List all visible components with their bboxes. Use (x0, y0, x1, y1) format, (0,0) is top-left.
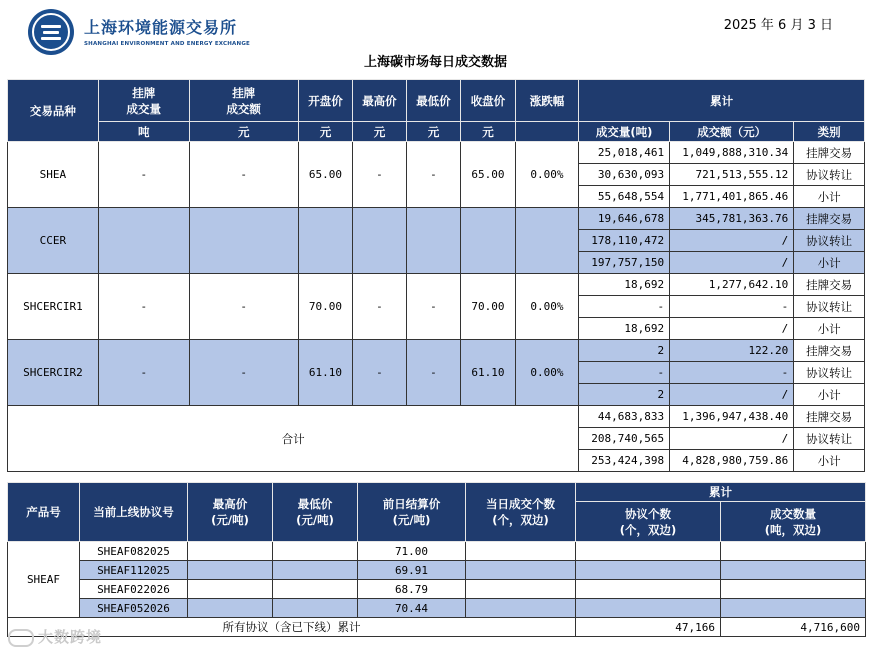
product-name: CCER (8, 208, 99, 274)
org-name-en: SHANGHAI ENVIRONMENT AND ENERGY EXCHANGE (84, 41, 250, 47)
cum-volume: 208,740,565 (579, 428, 670, 450)
col-cum-amount: 成交额（元） (670, 122, 794, 142)
category: 挂牌交易 (794, 142, 865, 164)
close-price: 61.10 (461, 340, 516, 406)
unit-listed-volume: 吨 (98, 122, 189, 142)
cum-volume: 19,646,678 (579, 208, 670, 230)
high-price (188, 580, 273, 599)
cum-amount: 1,396,947,438.40 (670, 406, 794, 428)
cum-volume: 253,424,398 (579, 450, 670, 472)
category: 挂牌交易 (794, 274, 865, 296)
watermark (8, 626, 102, 647)
watermark-icon (8, 629, 34, 647)
open-price: 61.10 (298, 340, 353, 406)
col-change: 涨跌幅 (515, 80, 579, 122)
high-price (353, 208, 406, 274)
category: 挂牌交易 (794, 406, 865, 428)
listed-volume (98, 208, 189, 274)
listed-volume: - (98, 340, 189, 406)
cum-volume: 2 (579, 384, 670, 406)
unit-high: 元 (353, 122, 406, 142)
day-count (466, 599, 576, 618)
category: 协议转让 (794, 230, 865, 252)
listed-amount: - (189, 274, 298, 340)
low-price: - (406, 274, 461, 340)
listed-volume: - (98, 142, 189, 208)
prev-settle-price: 70.44 (358, 599, 466, 618)
cum-volume: 197,757,150 (579, 252, 670, 274)
contract-code: SHEAF022026 (80, 580, 188, 599)
prev-settle-price: 71.00 (358, 542, 466, 561)
report-title: 上海碳市场每日成交数据 (363, 55, 507, 70)
cum-volume: 2 (579, 340, 670, 362)
table-row (8, 274, 865, 296)
listed-amount: - (189, 142, 298, 208)
product-name: SHCERCIR2 (8, 340, 99, 406)
col-contract: 当前上线协议号 (80, 483, 188, 542)
cum-volume: - (579, 296, 670, 318)
listed-volume: - (98, 274, 189, 340)
cum-qty (721, 542, 866, 561)
col-listed-amount: 挂牌 成交额 (189, 80, 298, 122)
unit-close: 元 (461, 122, 516, 142)
cum-amount: / (670, 428, 794, 450)
cum-count (576, 580, 721, 599)
cum-count: 47,166 (576, 618, 721, 637)
day-count (466, 580, 576, 599)
col-prev-settle: 前日结算价 (元/吨) (358, 483, 466, 542)
contract-code: SHEAF052026 (80, 599, 188, 618)
high-price: - (353, 274, 406, 340)
category: 小计 (794, 318, 865, 340)
cum-amount: 122.20 (670, 340, 794, 362)
col-high: 最高价 (353, 80, 406, 122)
cum-amount: - (670, 362, 794, 384)
col-category: 类别 (794, 122, 865, 142)
open-price (298, 208, 353, 274)
price-change (515, 208, 579, 274)
category: 协议转让 (794, 428, 865, 450)
daily-trading-table (7, 79, 865, 472)
category: 协议转让 (794, 296, 865, 318)
low-price: - (406, 142, 461, 208)
futures-table (7, 482, 866, 637)
total-label: 所有协议（含已下线）累计 (8, 618, 576, 637)
high-price (188, 599, 273, 618)
close-price: 70.00 (461, 274, 516, 340)
col-low: 最低价 (406, 80, 461, 122)
contract-code: SHEAF082025 (80, 542, 188, 561)
unit-listed-amount: 元 (189, 122, 298, 142)
cum-qty (721, 599, 866, 618)
prev-settle-price: 69.91 (358, 561, 466, 580)
unit-open: 元 (298, 122, 353, 142)
col-product: 产品号 (8, 483, 80, 542)
category: 小计 (794, 450, 865, 472)
high-price: - (353, 142, 406, 208)
category: 协议转让 (794, 362, 865, 384)
low-price (273, 599, 358, 618)
unit-low: 元 (406, 122, 461, 142)
open-price: 70.00 (298, 274, 353, 340)
table-row (8, 208, 865, 230)
price-change: 0.00% (515, 274, 579, 340)
total-row (8, 618, 866, 637)
cum-amount: / (670, 252, 794, 274)
product-name: SHEA (8, 142, 99, 208)
price-change: 0.00% (515, 142, 579, 208)
cum-volume: 44,683,833 (579, 406, 670, 428)
cum-volume: 25,018,461 (579, 142, 670, 164)
cum-volume: 18,692 (579, 274, 670, 296)
col-listed-volume: 挂牌 成交量 (98, 80, 189, 122)
high-price (188, 542, 273, 561)
cum-count (576, 561, 721, 580)
cum-qty (721, 580, 866, 599)
product-name: SHCERCIR1 (8, 274, 99, 340)
table-row (8, 542, 866, 561)
cum-volume: - (579, 362, 670, 384)
total-label: 合计 (8, 406, 579, 472)
listed-amount: - (189, 340, 298, 406)
cum-volume: 18,692 (579, 318, 670, 340)
high-price (188, 561, 273, 580)
category: 小计 (794, 186, 865, 208)
cum-qty (721, 561, 866, 580)
col-low: 最低价 (元/吨) (273, 483, 358, 542)
col-cum-qty: 成交数量 (吨，双边) (721, 502, 866, 542)
day-count (466, 561, 576, 580)
col-cumulative: 累计 (576, 483, 866, 502)
table-row (8, 142, 865, 164)
cum-amount: / (670, 230, 794, 252)
cum-amount: 1,771,401,865.46 (670, 186, 794, 208)
cum-count (576, 542, 721, 561)
cum-volume: 55,648,554 (579, 186, 670, 208)
table-row (8, 561, 866, 580)
low-price (273, 580, 358, 599)
cum-amount: 1,277,642.10 (670, 274, 794, 296)
exchange-logo (28, 9, 74, 55)
close-price: 65.00 (461, 142, 516, 208)
cum-amount: - (670, 296, 794, 318)
day-count (466, 542, 576, 561)
col-high: 最高价 (元/吨) (188, 483, 273, 542)
cum-amount: 1,049,888,310.34 (670, 142, 794, 164)
cum-amount: 345,781,363.76 (670, 208, 794, 230)
cum-amount: 4,828,980,759.86 (670, 450, 794, 472)
col-cumulative: 累计 (579, 80, 865, 122)
category: 小计 (794, 384, 865, 406)
contract-code: SHEAF112025 (80, 561, 188, 580)
cum-amount: 721,513,555.12 (670, 164, 794, 186)
cum-amount: / (670, 384, 794, 406)
col-day-count: 当日成交个数 (个，双边) (466, 483, 576, 542)
table-row (8, 340, 865, 362)
category: 协议转让 (794, 164, 865, 186)
category: 挂牌交易 (794, 340, 865, 362)
col-product: 交易品种 (8, 80, 99, 142)
org-name-cn: 上海环境能源交易所 (84, 18, 238, 37)
low-price (273, 561, 358, 580)
category: 挂牌交易 (794, 208, 865, 230)
cum-qty: 4,716,600 (721, 618, 866, 637)
low-price (273, 542, 358, 561)
close-price (461, 208, 516, 274)
cum-amount: / (670, 318, 794, 340)
cum-volume: 30,630,093 (579, 164, 670, 186)
report-date: 2025 年 6 月 3 日 (723, 18, 833, 33)
unit-change (515, 122, 579, 142)
table-row (8, 599, 866, 618)
prev-settle-price: 68.79 (358, 580, 466, 599)
col-cum-count: 协议个数 (个，双边) (576, 502, 721, 542)
table-row (8, 580, 866, 599)
high-price: - (353, 340, 406, 406)
watermark-text: 大数跨境 (38, 628, 103, 646)
cum-volume: 178,110,472 (579, 230, 670, 252)
col-open: 开盘价 (298, 80, 353, 122)
open-price: 65.00 (298, 142, 353, 208)
low-price: - (406, 340, 461, 406)
category: 小计 (794, 252, 865, 274)
total-row (8, 406, 865, 428)
col-cum-volume: 成交量(吨) (579, 122, 670, 142)
listed-amount (189, 208, 298, 274)
cum-count (576, 599, 721, 618)
price-change: 0.00% (515, 340, 579, 406)
col-close: 收盘价 (461, 80, 516, 122)
product-name: SHEAF (8, 542, 80, 618)
low-price (406, 208, 461, 274)
